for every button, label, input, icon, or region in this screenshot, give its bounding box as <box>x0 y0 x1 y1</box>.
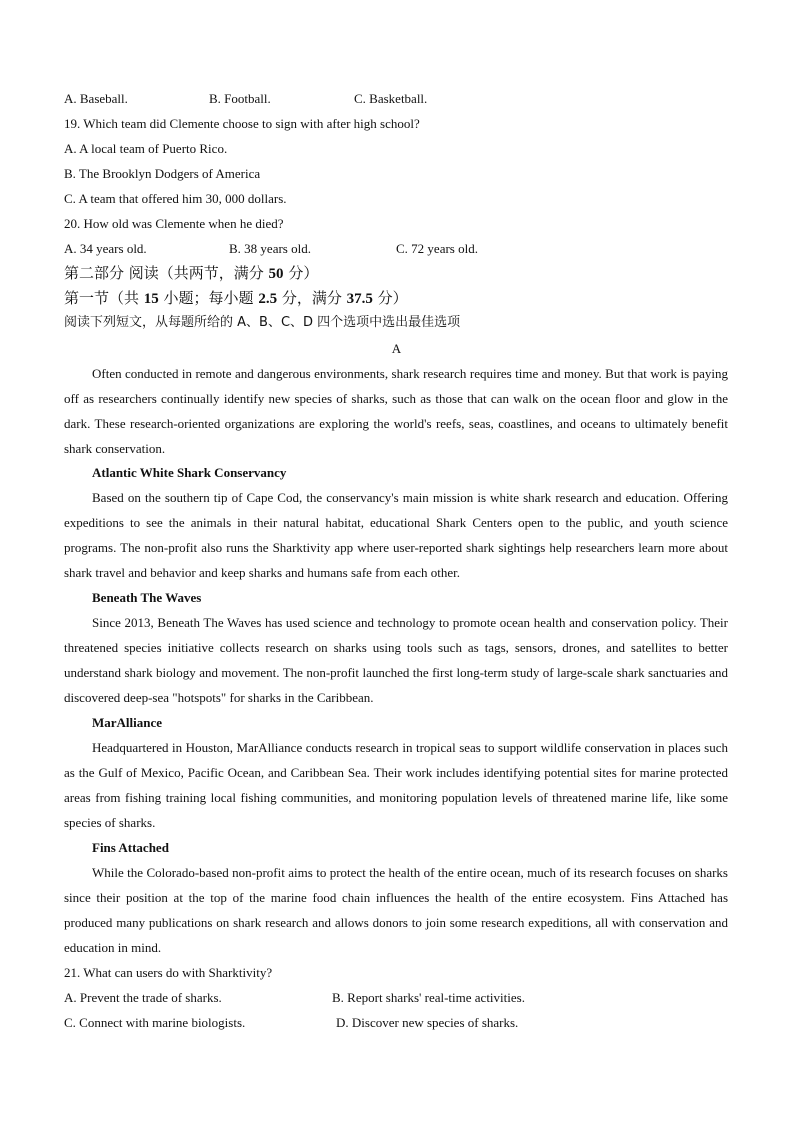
org-text-maralliance: Headquartered in Houston, MarAlliance conducts research in tropical seas to support wildlife conservation in places such as the Gulf of Mexico, Pacific Ocean, and Caribbean Sea. Their work includes identifying potential sites for marine protected areas from fishing training local fishing communities, and monitoring population levels of threatened marine life, like some species of sharks. <box>64 740 728 830</box>
q21-question: 21. What can users do with Sharktivity? <box>64 965 273 980</box>
org-text-beneath-the-waves: Since 2013, Beneath The Waves has used science and technology to promote ocean health and conservation policy. Their threatened species initiative collects research on sharks using tools such as tags, sensors, drones, and satellites to better understand shark biology and movement. The non-profit launched the first long-term study of large-scale shark sanctuaries and discovered deep-sea "hotspots" for sharks in the Caribbean. <box>64 615 728 705</box>
q21-option-d: D. Discover new species of sharks. <box>336 1015 519 1030</box>
passage-label: A <box>391 341 402 356</box>
q20-options <box>64 241 664 257</box>
q20-option-c: C. 72 years old. <box>396 241 478 256</box>
org-text-fins-attached: While the Colorado-based non-profit aims to protect the health of the entire ocean, much of its research focuses on sharks since their position at the top of the marine food chain influences the health of the entire ecosystem. Fins Attached has produced many publications on shark research and allows donors to join some research expeditions, all with conservation and education in mind. <box>64 865 728 955</box>
q18-option-c: C. Basketball. <box>354 91 428 106</box>
org-heading-atlantic-white-shark-conservancy: Atlantic White Shark Conservancy <box>92 465 287 480</box>
q18-options <box>64 91 664 107</box>
org-text-atlantic-white-shark-conservancy: Based on the southern tip of Cape Cod, the conservancy's main mission is white shark research and education. Offering expeditions to see the animals in their natural habitat, educational Shark Centers open to the public, and youth science programs. The non-profit also runs the Sharktivity app where user-reported shark sightings help researchers learn more about shark travel and behavior and keep sharks and humans safe from each other. <box>64 490 728 580</box>
q19-option-c: C. A team that offered him 30, 000 dollars. <box>64 191 287 206</box>
q18-option-b: B. Football. <box>209 91 271 106</box>
q20-option-b: B. 38 years old. <box>229 241 311 256</box>
org-heading-fins-attached: Fins Attached <box>92 840 169 855</box>
q21-option-b: B. Report sharks' real-time activities. <box>332 990 525 1005</box>
q20-question: 20. How old was Clemente when he died? <box>64 216 284 231</box>
q18-option-a: A. Baseball. <box>64 91 128 106</box>
passage-intro: Often conducted in remote and dangerous environments, shark research requires time and money. But that work is paying off as researchers continually identify new species of sharks, such as those that can walk on the ocean floor and glow in the dark. These research-oriented organizations are exploring the world's reefs, seas, coastlines, and oceans to ultimately benefit shark conservation. <box>64 366 728 456</box>
q21-option-a: A. Prevent the trade of sharks. <box>64 990 222 1005</box>
q21-option-c: C. Connect with marine biologists. <box>64 1015 246 1030</box>
q21-options-row1 <box>64 990 664 1006</box>
q19-question: 19. Which team did Clemente choose to sign with after high school? <box>64 116 420 131</box>
q19-option-a: A. A local team of Puerto Rico. <box>64 141 228 156</box>
section1-title: 第一节（共 15 小题；每小题 2.5 分，满分 37.5 分） <box>64 289 408 307</box>
q20-option-a: A. 34 years old. <box>64 241 147 256</box>
section1-instruction: 阅读下列短文，从每题所给的 A、B、C、D 四个选项中选出最佳选项 <box>64 315 461 330</box>
q19-option-b: B. The Brooklyn Dodgers of America <box>64 166 261 181</box>
q21-options-row2 <box>64 1015 664 1031</box>
org-heading-beneath-the-waves: Beneath The Waves <box>92 590 202 605</box>
part2-title: 第二部分 阅读（共两节，满分 50 分） <box>64 264 319 282</box>
org-heading-maralliance: MarAlliance <box>92 715 163 730</box>
